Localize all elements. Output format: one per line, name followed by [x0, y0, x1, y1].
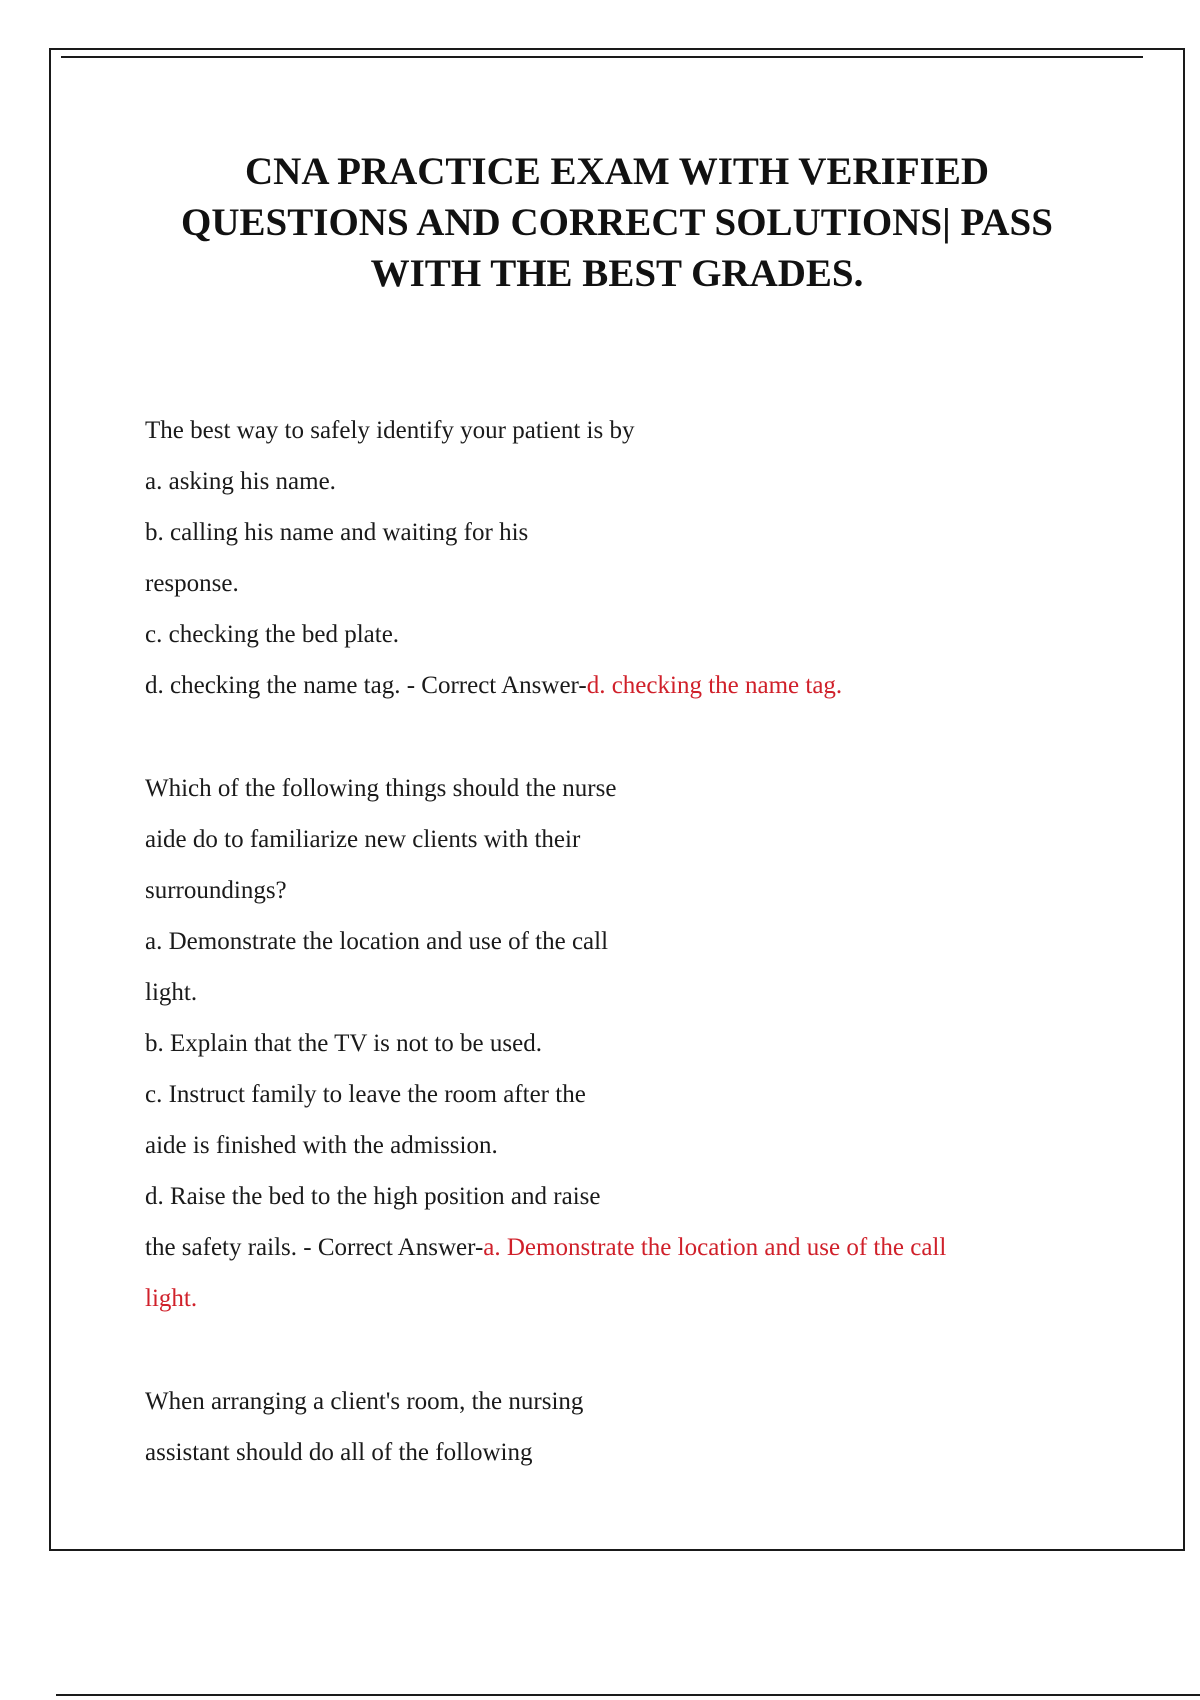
question-text: The best way to safely identify your patient is by [145, 417, 635, 444]
title-line: WITH THE BEST GRADES. [370, 252, 864, 295]
question-list [145, 405, 1145, 1478]
option-d-with-answer [145, 1222, 1145, 1273]
question-text-continued: surroundings? [145, 877, 287, 904]
option-d: d. Raise the bed to the high position and raise [145, 1183, 601, 1210]
option-a: a. asking his name. [145, 468, 336, 495]
question-text-continued: assistant should do all of the following [145, 1439, 533, 1466]
title-line: CNA PRACTICE EXAM WITH VERIFIED [245, 150, 989, 193]
document-title [111, 146, 1123, 299]
option-c-continued: aide is finished with the admission. [145, 1132, 498, 1159]
option-d-with-answer [145, 660, 1145, 711]
answer-label: the safety rails. - Correct Answer- [145, 1234, 484, 1261]
option-b-continued: response. [145, 570, 239, 597]
answer-label: d. checking the name tag. - Correct Answer- [145, 672, 587, 699]
option-c: c. Instruct family to leave the room after the [145, 1081, 586, 1108]
bottom-rule [56, 1694, 1200, 1696]
question-text: Which of the following things should the nurse [145, 775, 617, 802]
question-3 [145, 1376, 1145, 1478]
correct-answer: d. checking the name tag. [586, 672, 843, 699]
page-frame [49, 48, 1185, 1551]
correct-answer: a. Demonstrate the location and use of the call [483, 1234, 947, 1261]
correct-answer-continued: light. [145, 1285, 198, 1312]
question-1 [145, 405, 1145, 711]
question-text: When arranging a client's room, the nursing [145, 1388, 584, 1415]
option-a: a. Demonstrate the location and use of the call [145, 928, 609, 955]
top-rule [61, 56, 1143, 58]
title-line: QUESTIONS AND CORRECT SOLUTIONS| PASS [181, 201, 1053, 244]
question-spacer [145, 711, 1145, 763]
option-b: b. calling his name and waiting for his [145, 519, 529, 546]
option-b: b. Explain that the TV is not to be used. [145, 1030, 542, 1057]
question-spacer [145, 1324, 1145, 1376]
option-a-continued: light. [145, 979, 198, 1006]
question-text-continued: aide do to familiarize new clients with their [145, 826, 581, 853]
question-2 [145, 763, 1145, 1324]
option-c: c. checking the bed plate. [145, 621, 400, 648]
